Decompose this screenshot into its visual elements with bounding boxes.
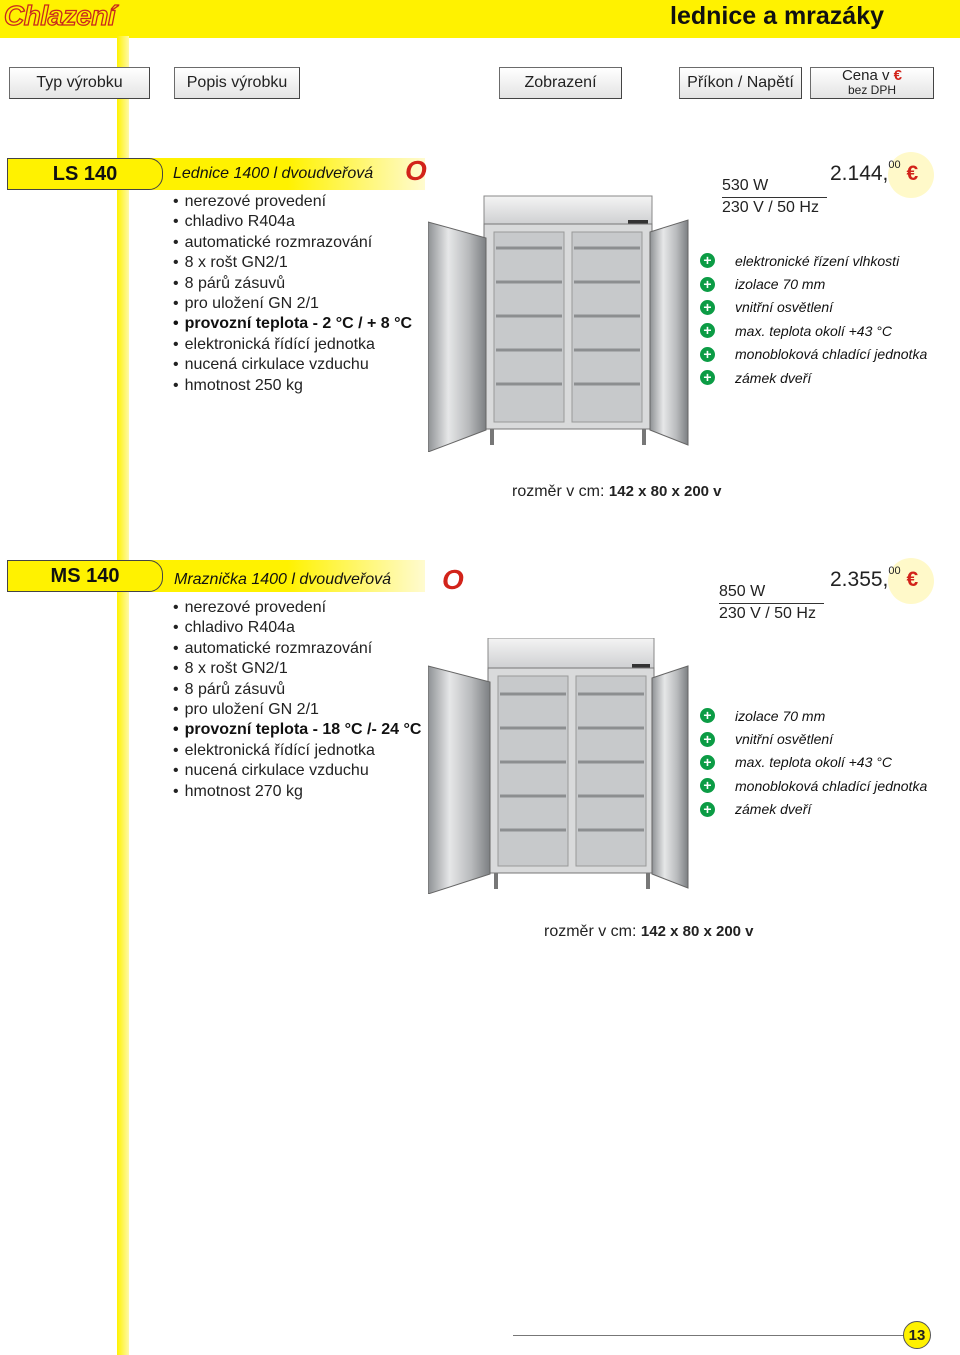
feature-item: • 8 párů zásuvů [173, 274, 412, 294]
price-header-line1: Cena v € [841, 67, 903, 84]
feature-item: • automatické rozmrazování [173, 233, 412, 253]
column-header-product-type[interactable]: Typ výrobku [9, 67, 150, 99]
product-1-price-cents: 00 [888, 159, 901, 171]
product-1-price-value: 2.144, [830, 162, 889, 185]
product-1-voltage: 230 V / 50 Hz [722, 199, 819, 216]
dimensions-value: 142 x 80 x 200 v [608, 483, 722, 500]
brand-title: Chlazení [4, 0, 116, 31]
product-1-price [830, 159, 919, 186]
left-decorative-strip [117, 36, 129, 1355]
feature-item: • pro uložení GN 2/1 [173, 294, 412, 314]
product-2-power-block [719, 582, 824, 624]
feature-item: • pro uložení GN 2/1 [173, 700, 421, 720]
product-1-feature-list [173, 192, 412, 396]
product-2-voltage: 230 V / 50 Hz [719, 605, 816, 622]
plus-icon: + [700, 370, 715, 385]
feature-item: • nucená cirkulace vzduchu [173, 355, 412, 375]
euro-icon: € [893, 67, 903, 84]
feature-item: • 8 párů zásuvů [173, 680, 421, 700]
dimensions-value: 142 x 80 x 200 v [640, 923, 754, 940]
product-2-price-cents: 00 [888, 565, 901, 577]
plus-icon: + [700, 323, 715, 338]
feature-item: • 8 x rošt GN2/1 [173, 659, 421, 679]
feature-item: • chladivo R404a [173, 212, 412, 232]
product-2-price [830, 565, 919, 592]
feature-item: • 8 x rošt GN2/1 [173, 253, 412, 273]
product-2-feature-list [173, 598, 421, 802]
price-header-line2: bez DPH [847, 83, 897, 97]
column-header-description[interactable]: Popis výrobku [174, 67, 300, 99]
option-item: + vnitřní osvětlení [700, 296, 927, 319]
feature-item: • elektronická řídící jednotka [173, 335, 412, 355]
product-1-availability-mark: O [405, 155, 427, 186]
option-item: + max. teplota okolí +43 °C [700, 319, 927, 342]
option-item: + vnitřní osvětlení [700, 727, 927, 750]
option-item: + zámek dveří [700, 366, 927, 389]
product-2-image [428, 638, 690, 894]
option-item: + max. teplota okolí +43 °C [700, 751, 927, 774]
option-item: + zámek dveří [700, 798, 927, 821]
feature-item: • automatické rozmrazování [173, 639, 421, 659]
feature-item: • chladivo R404a [173, 618, 421, 638]
product-2-availability-mark: O [442, 564, 464, 595]
product-2-options-list [700, 704, 927, 821]
product-2-name: Mraznička 1400 l dvoudveřová [174, 571, 392, 588]
feature-item: • hmotnost 250 kg [173, 376, 412, 396]
page-number: 13 [903, 1321, 931, 1349]
column-header-power[interactable]: Příkon / Napětí [679, 67, 802, 99]
product-2-power: 850 W [719, 582, 824, 604]
column-header-image[interactable]: Zobrazení [499, 67, 622, 99]
feature-item: • elektronická řídící jednotka [173, 741, 421, 761]
feature-item: • nucená cirkulace vzduchu [173, 761, 421, 781]
plus-icon: + [700, 347, 715, 362]
product-1-dimensions [512, 483, 722, 501]
dimensions-label: rozměr v cm: [544, 923, 637, 940]
plus-icon: + [700, 755, 715, 770]
product-1-image [428, 190, 690, 452]
footer-rule [513, 1335, 905, 1336]
euro-icon: € [906, 568, 919, 591]
plus-icon: + [700, 277, 715, 292]
product-1-options-list [700, 249, 927, 389]
dimensions-label: rozměr v cm: [512, 483, 605, 500]
euro-icon: € [906, 162, 919, 185]
plus-icon: + [700, 778, 715, 793]
plus-icon: + [700, 300, 715, 315]
plus-icon: + [700, 253, 715, 268]
feature-item: • nerezové provedení [173, 598, 421, 618]
product-1-name: Lednice 1400 l dvoudveřová [173, 165, 374, 182]
option-item: + monobloková chladící jednotka [700, 774, 927, 797]
product-2-price-value: 2.355, [830, 568, 889, 591]
product-1-power-block [722, 176, 827, 218]
option-item: + monobloková chladící jednotka [700, 343, 927, 366]
option-item: + izolace 70 mm [700, 272, 927, 295]
feature-item: • nerezové provedení [173, 192, 412, 212]
page-title: lednice a mrazáky [670, 2, 885, 30]
feature-item: • provozní teplota - 18 °C /- 24 °C [173, 720, 421, 740]
plus-icon: + [700, 732, 715, 747]
product-2-code-label: MS 140 [7, 560, 163, 592]
feature-item: • hmotnost 270 kg [173, 782, 421, 802]
product-1-code-label: LS 140 [7, 158, 163, 190]
option-item: + elektronické řízení vlhkosti [700, 249, 927, 272]
option-item: + izolace 70 mm [700, 704, 927, 727]
feature-item: • provozní teplota - 2 °C / + 8 °C [173, 314, 412, 334]
plus-icon: + [700, 708, 715, 723]
product-1-power: 530 W [722, 176, 827, 198]
plus-icon: + [700, 802, 715, 817]
product-2-dimensions [544, 923, 754, 941]
column-header-price[interactable] [810, 67, 934, 99]
